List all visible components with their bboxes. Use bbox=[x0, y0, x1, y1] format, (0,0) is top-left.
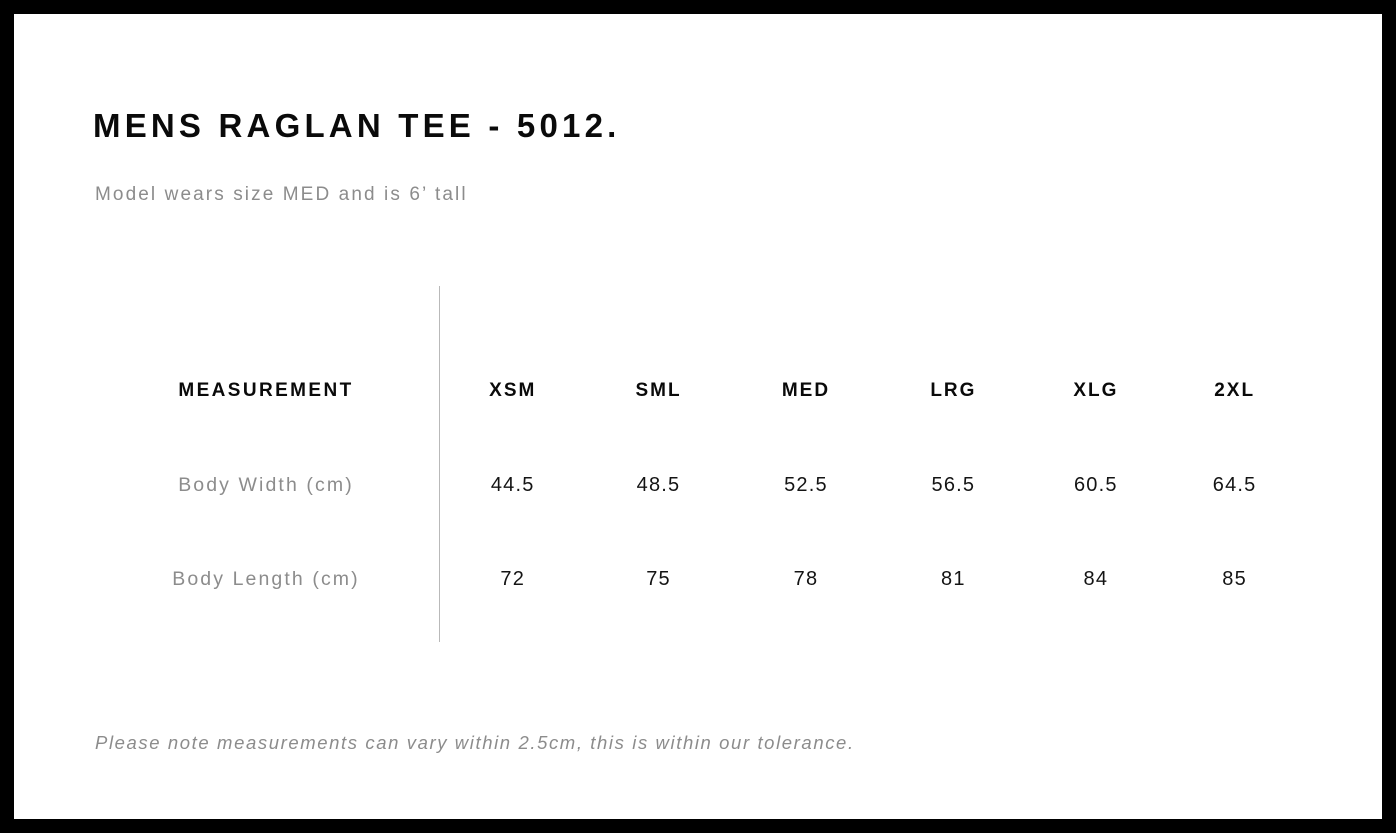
column-header-med: MED bbox=[781, 380, 831, 401]
cell-body-length-lrg: 81 bbox=[941, 567, 966, 590]
size-table-body bbox=[93, 438, 1303, 626]
column-header-xsm: XSM bbox=[489, 380, 537, 401]
column-header-measurement: MEASUREMENT bbox=[178, 380, 354, 401]
cell-body-length-med: 78 bbox=[793, 567, 819, 590]
cell-body-width-2xl: 64.5 bbox=[1212, 473, 1257, 496]
cell-body-width-lrg: 56.5 bbox=[931, 473, 976, 496]
column-header-lrg: LRG bbox=[930, 380, 977, 401]
content-area bbox=[93, 14, 1303, 819]
size-table bbox=[93, 344, 1303, 626]
model-note: Model wears size MED and is 6’ tall bbox=[95, 184, 468, 205]
cell-body-width-sml: 48.5 bbox=[636, 473, 681, 496]
row-label-body-length: Body Length (cm) bbox=[172, 567, 360, 590]
page-title: MENS RAGLAN TEE - 5012. bbox=[93, 107, 621, 144]
cell-body-width-med: 52.5 bbox=[784, 473, 828, 496]
table-row bbox=[93, 532, 1303, 626]
table-header-row bbox=[93, 344, 1303, 438]
cell-body-width-xsm: 44.5 bbox=[490, 473, 535, 496]
tolerance-note: Please note measurements can vary within 2.5cm, this is within our tolerance. bbox=[95, 732, 855, 753]
cell-body-length-2xl: 85 bbox=[1222, 567, 1247, 590]
cell-body-length-sml: 75 bbox=[646, 567, 671, 590]
row-label-body-width: Body Width (cm) bbox=[178, 473, 354, 496]
table-row bbox=[93, 438, 1303, 532]
size-chart-page bbox=[14, 14, 1382, 819]
cell-body-length-xlg: 84 bbox=[1083, 567, 1109, 590]
size-table-header bbox=[93, 344, 1303, 438]
cell-body-width-xlg: 60.5 bbox=[1073, 473, 1118, 496]
column-header-sml: SML bbox=[635, 380, 682, 401]
cell-body-length-xsm: 72 bbox=[500, 567, 526, 590]
column-header-xlg: XLG bbox=[1073, 380, 1119, 401]
column-header-2xl: 2XL bbox=[1214, 380, 1256, 401]
